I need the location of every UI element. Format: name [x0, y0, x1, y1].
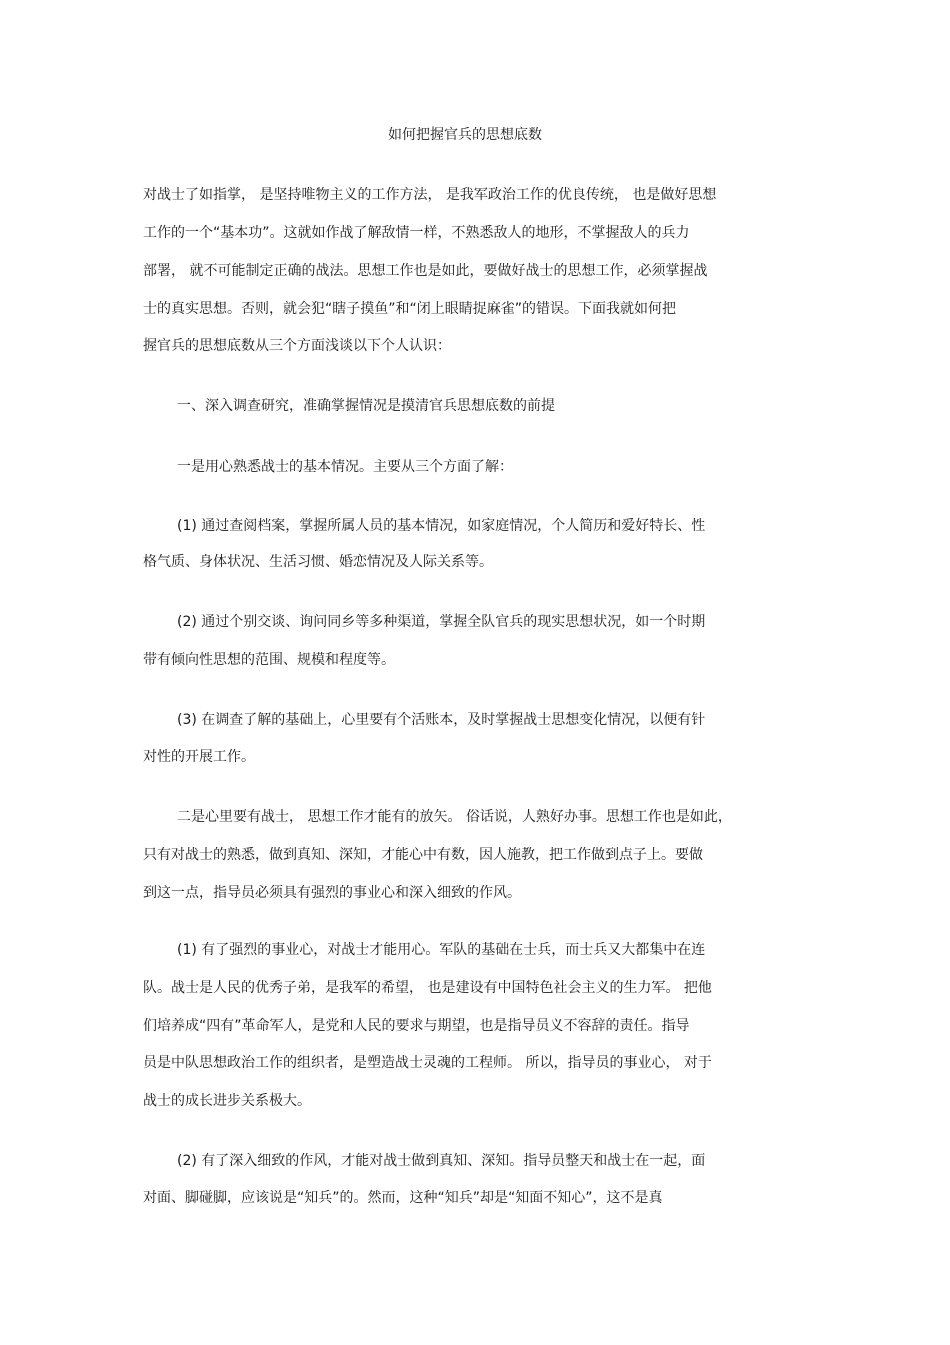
- point2-line-2: 只有对战士的熟悉，做到真知、深知，才能心中有数，因人施教，把工作做到点子上。要做: [143, 847, 703, 863]
- point2-item2-line-1: (2) 有了深入细致的作风，才能对战士做到真知、深知。指导员整天和战士在一起，面: [177, 1153, 706, 1169]
- point2-item1-line-4: 员是中队思想政治工作的组织者，是塑造战士灵魂的工程师。 所以，指导员的事业心， 对于: [143, 1055, 712, 1071]
- intro-line-2: 工作的一个“基本功”。这就如作战了解敌情一样，不熟悉敌人的地形，不掌握敌人的兵力: [143, 225, 690, 241]
- section-heading-1: 一、深入调查研究，准确掌握情况是摸清官兵思想底数的前提: [177, 398, 555, 414]
- document-title: 如何把握官兵的思想底数: [388, 127, 542, 143]
- point2-item1-line-3: 们培养成“四有”革命军人，是党和人民的要求与期望，也是指导员义不容辞的责任。指导: [143, 1018, 690, 1034]
- point-heading-1: 一是用心熟悉战士的基本情况。主要从三个方面了解：: [177, 459, 513, 475]
- point1-item2-line-1: (2) 通过个别交谈、询问同乡等多种渠道，掌握全队官兵的现实思想状况，如一个时期: [177, 614, 706, 630]
- intro-line-4: 士的真实思想。否则，就会犯“瞎子摸鱼”和“闭上眼睛捉麻雀”的错误。下面我就如何把: [143, 301, 677, 317]
- point2-item1-line-1: (1) 有了强烈的事业心，对战士才能用心。军队的基础在士兵，而士兵又大都集中在连: [177, 942, 706, 958]
- point2-line-1: 二是心里要有战士， 思想工作才能有的放矢。 俗话说，人熟好办事。思想工作也是如此，: [177, 809, 732, 825]
- point1-item1-line-2: 格气质、身体状况、生活习惯、婚恋情况及人际关系等。: [143, 554, 493, 570]
- point2-line-3: 到这一点，指导员必须具有强烈的事业心和深入细致的作风。: [143, 885, 521, 901]
- intro-line-5: 握官兵的思想底数从三个方面浅谈以下个人认识：: [143, 338, 451, 354]
- point1-item3-line-2: 对性的开展工作。: [143, 749, 255, 765]
- point1-item1-line-1: (1) 通过查阅档案，掌握所属人员的基本情况，如家庭情况，个人简历和爱好特长、性: [177, 518, 706, 534]
- point1-item2-line-2: 带有倾向性思想的范围、规模和程度等。: [143, 652, 395, 668]
- point2-item1-line-5: 战士的成长进步关系极大。: [143, 1093, 311, 1109]
- point2-item1-line-2: 队。战士是人民的优秀子弟，是我军的希望， 也是建设有中国特色社会主义的生力军。 把他: [143, 980, 712, 996]
- intro-line-1: 对战士了如指掌， 是坚持唯物主义的工作方法， 是我军政治工作的优良传统， 也是做好思想: [143, 187, 717, 203]
- intro-line-3: 部署， 就不可能制定正确的战法。思想工作也是如此，要做好战士的思想工作，必须掌握战: [143, 263, 708, 279]
- point1-item3-line-1: (3) 在调查了解的基础上，心里要有个活账本，及时掌握战士思想变化情况，以便有针: [177, 712, 706, 728]
- point2-item2-line-2: 对面、脚碰脚，应该说是“知兵”的。然而，这种“知兵”却是“知面不知心”，这不是真: [143, 1190, 663, 1206]
